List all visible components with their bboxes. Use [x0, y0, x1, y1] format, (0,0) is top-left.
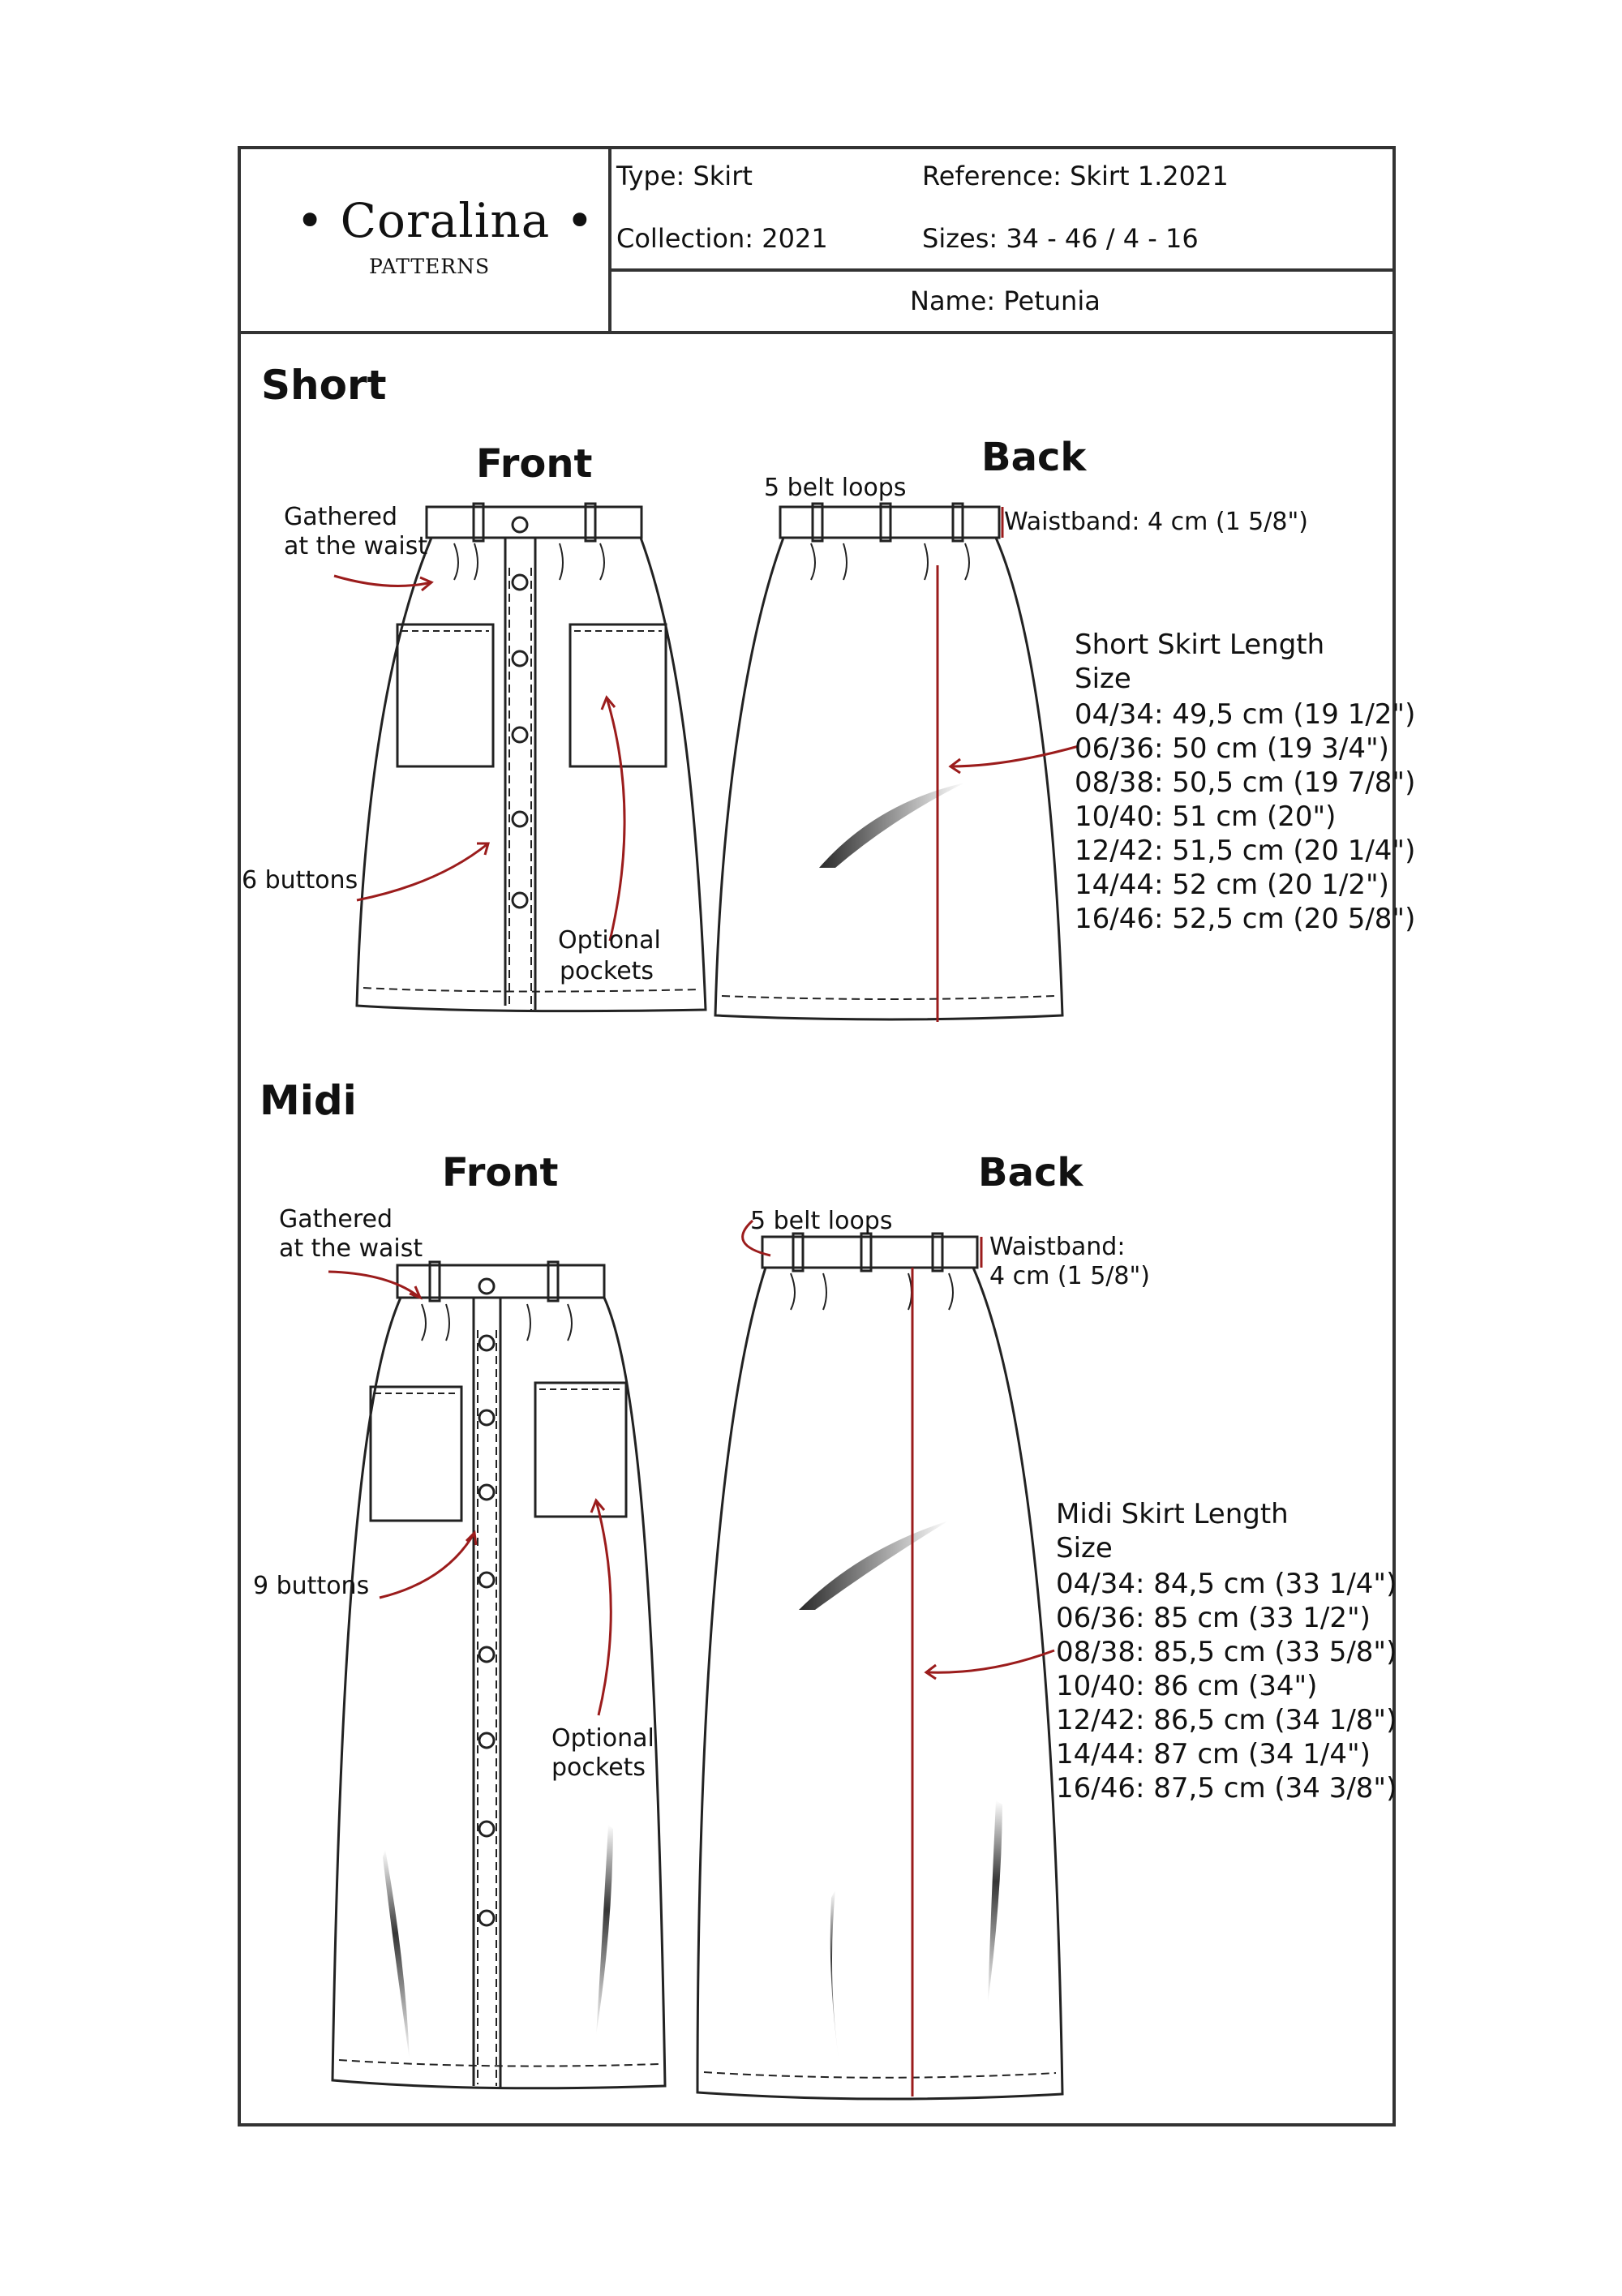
- button: [479, 1485, 494, 1500]
- midi-gathered-line1: Gathered: [279, 1205, 393, 1234]
- belt-loop: [793, 1234, 803, 1271]
- belt-loop: [430, 1262, 440, 1301]
- shade-mark: [830, 1890, 839, 2064]
- section-title-midi: Midi: [260, 1077, 357, 1124]
- button: [513, 727, 527, 742]
- belt-loop: [548, 1262, 558, 1301]
- midi-waistband-line1: Waistband:: [989, 1233, 1126, 1261]
- shade-mark: [819, 783, 965, 868]
- midi-length-row: 10/40: 86 cm (34"): [1056, 1670, 1318, 1702]
- button: [513, 575, 527, 590]
- button: [513, 812, 527, 826]
- waistband: [397, 1265, 604, 1298]
- short-length-title: Short Skirt Length: [1075, 629, 1325, 661]
- midi-length-row: 14/44: 87 cm (34 1/4"): [1056, 1738, 1371, 1770]
- header-collection: Collection: 2021: [616, 223, 828, 254]
- button: [479, 1822, 494, 1836]
- shade-mark: [383, 1849, 410, 2060]
- pocket-left: [397, 624, 493, 766]
- section-title-short: Short: [261, 362, 387, 409]
- midi-length-row: 12/42: 86,5 cm (34 1/8"): [1056, 1704, 1397, 1736]
- short-gathered-line2: at the waist: [284, 532, 428, 560]
- midi-buttons-note: 9 buttons: [253, 1572, 370, 1600]
- midi-front-skirt: [333, 1262, 665, 2088]
- button: [479, 1573, 494, 1587]
- short-length-row: 10/40: 51 cm (20"): [1075, 800, 1337, 833]
- button: [479, 1647, 494, 1662]
- short-gathered-line1: Gathered: [284, 503, 398, 531]
- short-length-row: 06/36: 50 cm (19 3/4"): [1075, 732, 1389, 765]
- arrow-pockets: [607, 697, 624, 941]
- brand-logo: • Coralina •: [296, 193, 594, 248]
- midi-length-row: 04/34: 84,5 cm (33 1/4"): [1056, 1568, 1397, 1600]
- short-pockets-line1: Optional: [558, 926, 661, 955]
- belt-loop: [933, 1234, 942, 1271]
- arrow-gathered: [328, 1272, 420, 1298]
- short-back-label: Back: [981, 435, 1087, 480]
- button: [513, 893, 527, 908]
- shade-mark: [799, 1521, 949, 1610]
- header-sizes: Sizes: 34 - 46 / 4 - 16: [922, 223, 1199, 254]
- short-length-row: 14/44: 52 cm (20 1/2"): [1075, 869, 1389, 901]
- short-buttons-note: 6 buttons: [242, 866, 358, 895]
- midi-length-title: Midi Skirt Length: [1056, 1498, 1289, 1530]
- button: [479, 1733, 494, 1748]
- belt-loop: [861, 1234, 871, 1271]
- belt-loop: [474, 504, 483, 541]
- button: [479, 1336, 494, 1350]
- midi-pockets-line1: Optional: [551, 1724, 654, 1753]
- arrow-length: [950, 746, 1079, 766]
- header-type: Type: Skirt: [616, 161, 753, 191]
- header-name: Name: Petunia: [910, 285, 1101, 316]
- button: [479, 1279, 494, 1294]
- midi-size-label: Size: [1056, 1532, 1113, 1564]
- waistband: [427, 507, 642, 538]
- arrow-buttons: [357, 843, 488, 900]
- belt-loop: [586, 504, 595, 541]
- arrow-length: [926, 1650, 1054, 1672]
- pocket-left: [371, 1387, 461, 1521]
- midi-back-skirt: [697, 1234, 1062, 2099]
- midi-gathered-line2: at the waist: [279, 1234, 423, 1263]
- short-length-row: 08/38: 50,5 cm (19 7/8"): [1075, 766, 1416, 799]
- short-length-row: 12/42: 51,5 cm (20 1/4"): [1075, 835, 1416, 867]
- short-length-row: 04/34: 49,5 cm (19 1/2"): [1075, 698, 1416, 731]
- belt-loop: [881, 504, 890, 541]
- page-frame: [239, 148, 1394, 2125]
- button: [513, 651, 527, 666]
- midi-length-row: 06/36: 85 cm (33 1/2"): [1056, 1602, 1371, 1634]
- midi-length-row: 16/46: 87,5 cm (34 3/8"): [1056, 1772, 1397, 1805]
- arrow-pockets: [596, 1500, 611, 1715]
- pocket-right: [535, 1383, 626, 1517]
- button: [513, 517, 527, 532]
- short-length-row: 16/46: 52,5 cm (20 5/8"): [1075, 903, 1416, 935]
- header-reference: Reference: Skirt 1.2021: [922, 161, 1229, 191]
- midi-back-label: Back: [978, 1150, 1083, 1195]
- annotations: [328, 507, 1079, 2096]
- skirt-body: [333, 1298, 665, 2088]
- short-waistband-note: Waistband: 4 cm (1 5/8"): [1004, 508, 1308, 536]
- short-size-label: Size: [1075, 663, 1131, 695]
- short-front-label: Front: [476, 441, 593, 487]
- button: [479, 1911, 494, 1925]
- belt-loop: [953, 504, 963, 541]
- skirt-body: [697, 1268, 1062, 2099]
- midi-length-row: 08/38: 85,5 cm (33 5/8"): [1056, 1636, 1397, 1668]
- button: [479, 1410, 494, 1425]
- midi-front-label: Front: [442, 1150, 559, 1195]
- brand-tagline: PATTERNS: [369, 255, 491, 278]
- short-pockets-line2: pockets: [560, 957, 654, 985]
- skirt-body: [715, 538, 1062, 1019]
- shade-mark: [596, 1825, 613, 2036]
- midi-pockets-line2: pockets: [551, 1753, 646, 1782]
- shade-mark: [988, 1800, 1002, 2003]
- midi-waistband-line2: 4 cm (1 5/8"): [989, 1262, 1150, 1290]
- short-belt-loops-note: 5 belt loops: [764, 474, 907, 502]
- arrow-buttons: [380, 1533, 474, 1598]
- midi-belt-loops-note: 5 belt loops: [750, 1207, 893, 1235]
- belt-loop: [813, 504, 822, 541]
